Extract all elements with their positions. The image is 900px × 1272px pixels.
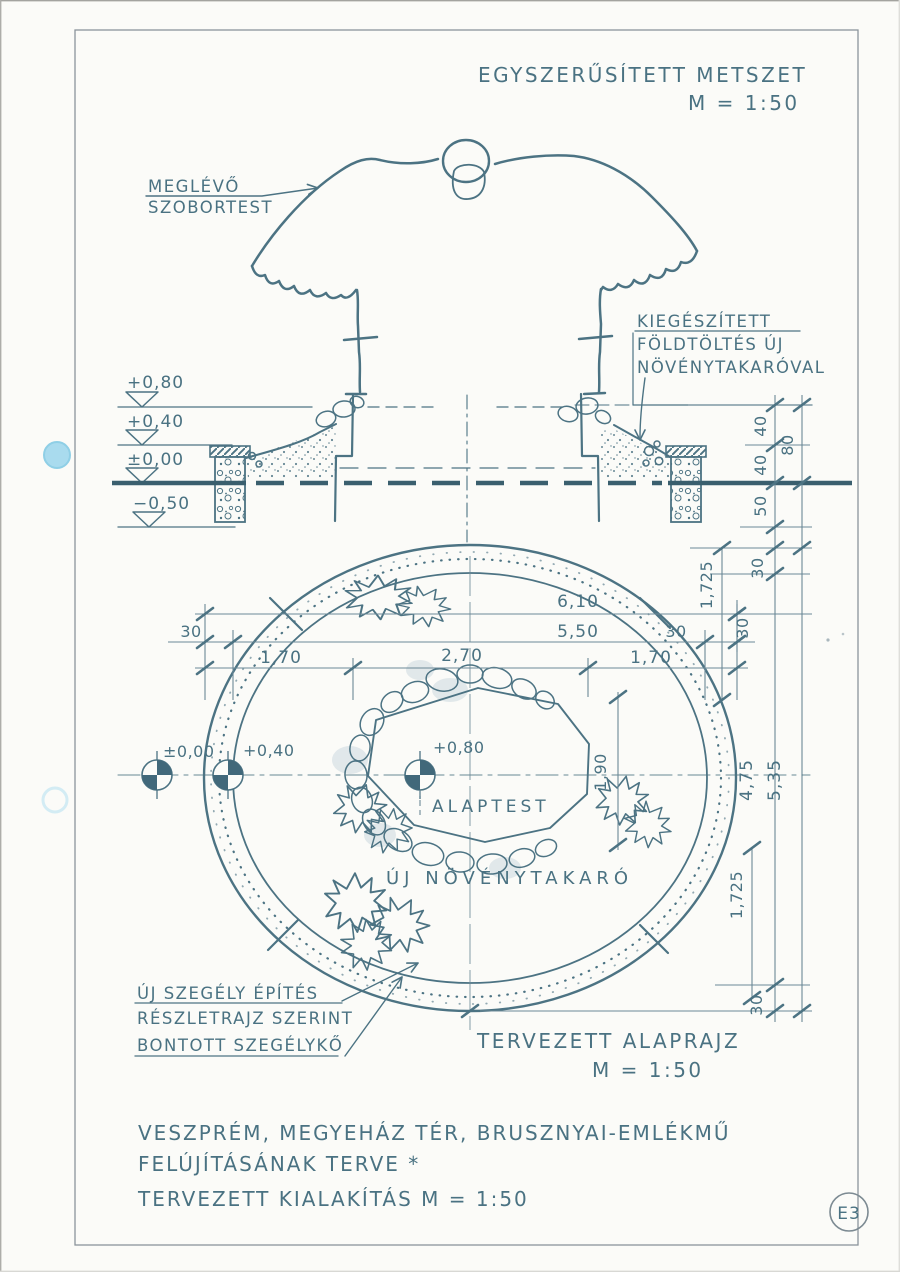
dim-50: 50	[751, 495, 770, 517]
curb-note-2: RÉSZLETRAJZ SZERINT	[137, 1009, 354, 1028]
dim-ring-right: 30	[733, 617, 752, 639]
scan-smudge	[826, 638, 829, 641]
curb-note-1: ÚJ SZEGÉLY ÉPÍTÉS	[137, 984, 319, 1003]
elev-label-080: +0,80	[127, 373, 185, 393]
dim-curb-left: 30	[180, 622, 202, 641]
plan-scale: M = 1:50	[592, 1058, 704, 1082]
dim-ring-top: 30	[748, 557, 767, 579]
dim-outer-height: 5,35	[765, 759, 785, 801]
dim-inner-height: 4,75	[737, 759, 757, 801]
elev-label-000: ±0,00	[127, 450, 185, 470]
dim-radial-top: 1,725	[697, 560, 716, 610]
dim-inner-width: 5,50	[557, 622, 599, 642]
section-title: EGYSZERŰSÍTETT METSZET	[478, 63, 808, 87]
statue-label-1: MEGLÉVŐ	[148, 177, 240, 196]
statue-label-2: SZOBORTEST	[148, 198, 274, 217]
project-title-line3: TERVEZETT KIALAKÍTÁS M = 1:50	[138, 1187, 529, 1211]
hole-punch-top	[44, 442, 70, 468]
vegetation-label: ÚJ NÖVÉNYTAKARÓ	[386, 868, 634, 889]
curb-note-3: BONTOTT SZEGÉLYKŐ	[137, 1036, 344, 1055]
fill-label-2: FÖLDTÖLTÉS ÚJ	[637, 335, 785, 354]
fill-label-3: NÖVÉNYTAKARÓVAL	[637, 358, 826, 377]
spot-elev-040: +0,40	[243, 741, 295, 760]
plan-title: TERVEZETT ALAPRAJZ	[477, 1029, 741, 1053]
fill-label-1: KIEGÉSZÍTETT	[637, 312, 772, 331]
dim-ring-bottom: 30	[747, 994, 766, 1016]
dim-40b: 40	[751, 454, 770, 476]
dim-seg-center: 2,70	[441, 646, 483, 666]
spot-elev-000: ±0,00	[163, 742, 215, 761]
dim-40a: 40	[751, 415, 770, 437]
dim-radial-bottom: 1,725	[727, 870, 746, 920]
foundation-label: ALAPTEST	[432, 797, 550, 817]
elev-label-040: +0,40	[127, 412, 185, 432]
spot-elev-080: +0,80	[433, 738, 485, 757]
elev-label-m050: −0,50	[133, 494, 191, 514]
dim-foundation: 1,90	[591, 753, 610, 791]
dim-seg-right: 1,70	[630, 648, 672, 668]
section-scale: M = 1:50	[688, 91, 800, 115]
project-title-line1: VESZPRÉM, MEGYEHÁZ TÉR, BRUSZNYAI-EMLÉKMŰ	[138, 1121, 731, 1145]
sheet-number: E3	[837, 1204, 861, 1224]
dim-curb-right: 30	[665, 622, 687, 641]
dim-80: 80	[778, 434, 797, 456]
dim-seg-left: 1,70	[260, 648, 302, 668]
project-title-line2: FELÚJÍTÁSÁNAK TERVE *	[138, 1152, 421, 1176]
dim-total-width: 6,10	[557, 592, 599, 612]
